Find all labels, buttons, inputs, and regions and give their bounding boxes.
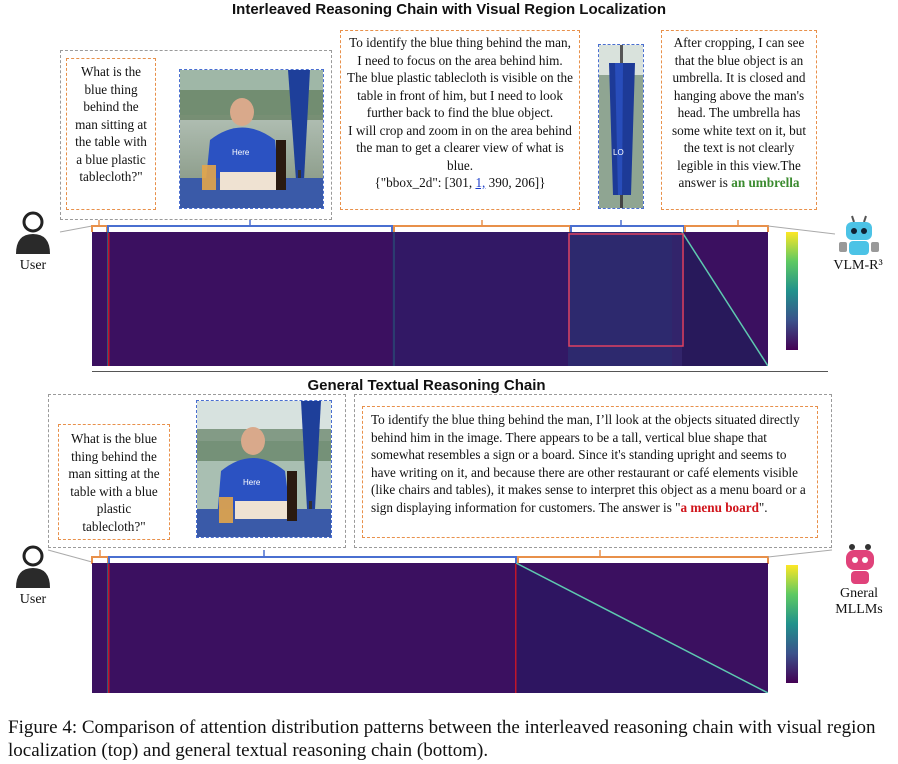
section-divider [92,371,828,372]
svg-text:LO: LO [613,148,624,157]
bottom-question-box: What is the blue thing behind the man sitting at the table with a blue plastic tablecloth?" [58,424,170,540]
top-reasoning-2: I will crop and zoom in on the area behind the man to get a clearer view of what is blue. [348,122,572,173]
top-reasoning-1: To identify the blue thing behind the man, I need to focus on the area behind him. The blue plastic tablecloth is visible on the table in front of him, but I need to look further back to find the blue object. [347,35,573,120]
svg-text:Here: Here [232,148,250,157]
cropped-umbrella-graphic [599,45,644,209]
bottom-reasoning-box [362,406,818,538]
bottom-scene-photo [196,400,332,538]
bottom-title-text: General Textual Reasoning Chain [307,377,546,394]
scene-photo-graphic [180,70,324,209]
bottom-answer: a menu board [680,499,759,515]
top-scene-photo [179,69,324,209]
bottom-scene-graphic [197,401,332,538]
top-colorbar [786,232,798,350]
bbox-highlight: 1, [475,175,486,190]
bottom-model-label [822,586,896,618]
top-cropped-photo [598,44,644,209]
bottom-attention-heatmap [92,563,768,693]
top-bbox-line [347,174,573,192]
bottom-reasoning-text: To identify the blue thing behind the man, I’ll look at the objects situated directly behind him in the image. There appears to be a tall, vertical blue shape that somewhat resembles a sign or a board. Since it's standing upright and seems to have writing on it, and because there are other restaurant or café elements visible (like chairs and tables), it makes sense to interpret this object as a menu board or a sign displaying information for customers. The answer is " [371,412,806,515]
top-user-label: User [19,258,47,273]
bottom-section-title [0,377,898,394]
top-answer: an umbrella [731,175,800,190]
bottom-user-label: User [19,592,47,607]
top-attention-heatmap [92,232,768,366]
bottom-reasoning-end: ". [758,499,768,515]
figure-caption: Figure 4: Comparison of attention distribution patterns between the interleaved reasoning chain with visual region localization (top) and general textual reasoning chain (bottom). [8,717,876,761]
bbox-suffix: 390, 206]} [485,175,546,190]
bottom-heatmap-graphic [92,563,768,693]
bbox-prefix: {"bbox_2d": [301, [374,175,476,190]
top-question-box: What is the blue thing behind the man sitting at the table with a blue plastic tablecloth?" [66,58,156,210]
top-model-label: VLM-R³ [833,258,883,273]
top-reasoning-box [340,30,580,210]
bottom-colorbar [786,565,798,683]
top-section-title: Interleaved Reasoning Chain with Visual Region Localization [232,1,666,18]
svg-text:Here: Here [243,478,261,487]
top-conclusion-text: After cropping, I can see that the blue object is an umbrella. It is closed and hanging above the man's head. The umbrella has some white text on it, but the text is not clearly legible in this view.The answer is [671,35,807,190]
model-label-line-1: Gneral [839,586,879,601]
model-label-line-2: MLLMs [835,602,883,617]
top-conclusion-box [661,30,817,210]
top-heatmap-graphic [92,232,768,366]
